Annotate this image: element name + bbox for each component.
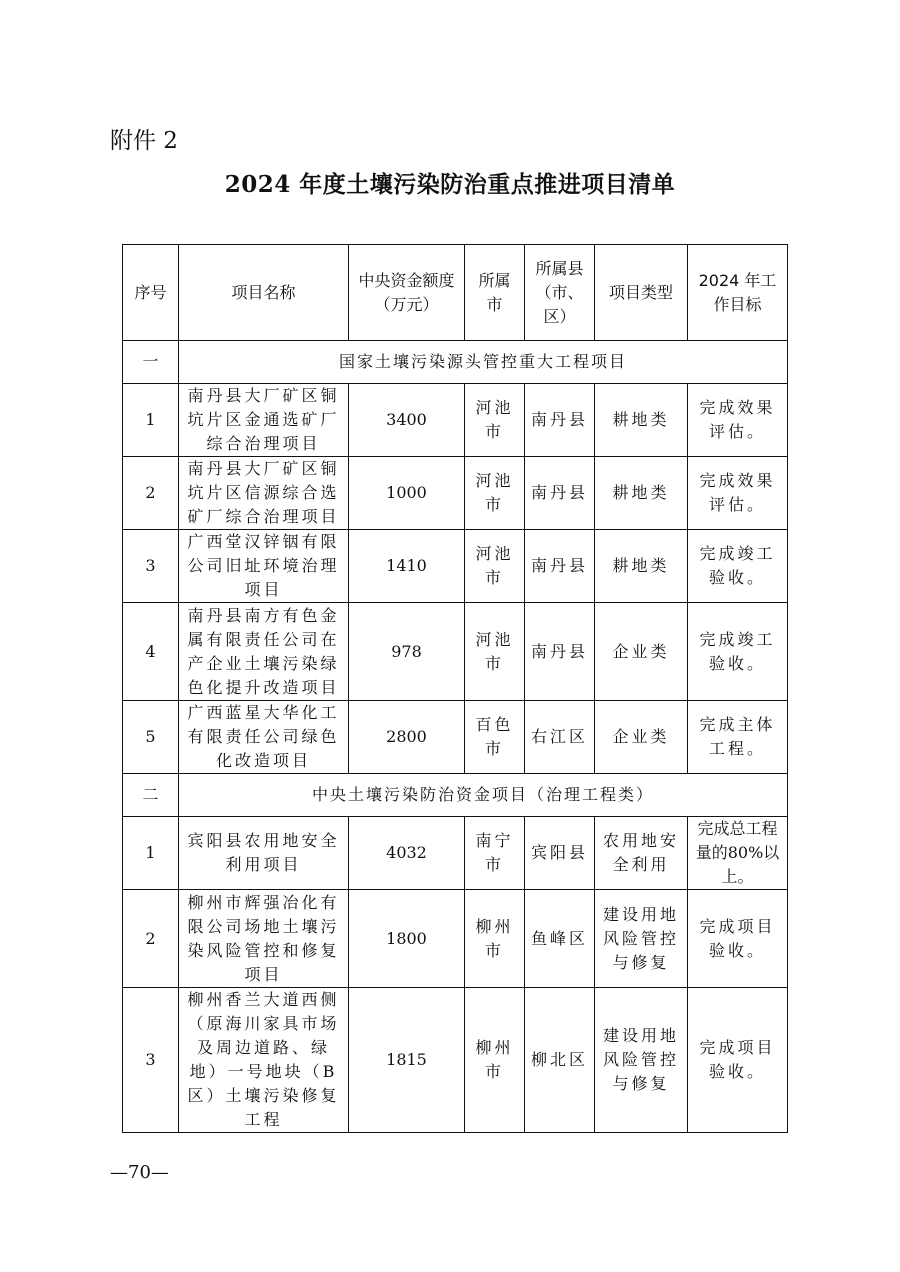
- county: 宾阳县: [525, 817, 595, 890]
- section-row: [123, 774, 788, 817]
- row-number: 1: [123, 384, 179, 457]
- project-type: 建设用地风险管控与修复: [595, 988, 688, 1133]
- project-name: 柳州市辉强冶化有限公司场地土壤污染风险管控和修复项目: [179, 890, 349, 988]
- table-row: [123, 988, 788, 1133]
- work-goal: 完成项目验收。: [688, 988, 788, 1133]
- project-name: 柳州香兰大道西侧（原海川家具市场及周边道路、绿地）一号地块（B区）土壤污染修复工程: [179, 988, 349, 1133]
- funding-amount: 4032: [349, 817, 465, 890]
- city: 柳州市: [465, 890, 525, 988]
- header-cell: 序号: [123, 245, 179, 341]
- project-name: 南丹县大厂矿区铜坑片区信源综合选矿厂综合治理项目: [179, 457, 349, 530]
- table-row: [123, 530, 788, 603]
- work-goal: 完成主体工程。: [688, 701, 788, 774]
- project-type: 企业类: [595, 603, 688, 701]
- county: 南丹县: [525, 457, 595, 530]
- attachment-label: 附件 2: [110, 128, 178, 154]
- county: 柳北区: [525, 988, 595, 1133]
- project-type: 农用地安全利用: [595, 817, 688, 890]
- city: 南宁市: [465, 817, 525, 890]
- county: 鱼峰区: [525, 890, 595, 988]
- header-cell: 所属市: [465, 245, 525, 341]
- table-header-row: [123, 245, 788, 341]
- funding-amount: 1815: [349, 988, 465, 1133]
- table-row: [123, 457, 788, 530]
- county: 南丹县: [525, 384, 595, 457]
- funding-amount: 1410: [349, 530, 465, 603]
- row-number: 4: [123, 603, 179, 701]
- project-name: 广西蓝星大华化工有限责任公司绿色化改造项目: [179, 701, 349, 774]
- table-row: [123, 701, 788, 774]
- county: 南丹县: [525, 603, 595, 701]
- row-number: 3: [123, 988, 179, 1133]
- county: 右江区: [525, 701, 595, 774]
- project-type: 耕地类: [595, 530, 688, 603]
- funding-amount: 3400: [349, 384, 465, 457]
- city: 河池市: [465, 457, 525, 530]
- project-type: 建设用地风险管控与修复: [595, 890, 688, 988]
- header-cell: 2024 年工作目标: [688, 245, 788, 341]
- header-cell: 项目名称: [179, 245, 349, 341]
- section-row: [123, 341, 788, 384]
- city: 柳州市: [465, 988, 525, 1133]
- city: 百色市: [465, 701, 525, 774]
- section-index: 一: [123, 341, 179, 384]
- table-row: [123, 890, 788, 988]
- project-type: 耕地类: [595, 457, 688, 530]
- project-name: 南丹县大厂矿区铜坑片区金通选矿厂综合治理项目: [179, 384, 349, 457]
- work-goal: 完成项目验收。: [688, 890, 788, 988]
- city: 河池市: [465, 384, 525, 457]
- row-number: 1: [123, 817, 179, 890]
- city: 河池市: [465, 530, 525, 603]
- project-name: 宾阳县农用地安全利用项目: [179, 817, 349, 890]
- project-name: 广西堂汉锌铟有限公司旧址环境治理项目: [179, 530, 349, 603]
- work-goal: 完成竣工验收。: [688, 603, 788, 701]
- row-number: 2: [123, 457, 179, 530]
- funding-amount: 1000: [349, 457, 465, 530]
- work-goal: 完成总工程量的80%以上。: [688, 817, 788, 890]
- table-row: [123, 817, 788, 890]
- header-cell: 项目类型: [595, 245, 688, 341]
- funding-amount: 2800: [349, 701, 465, 774]
- section-index: 二: [123, 774, 179, 817]
- project-type: 耕地类: [595, 384, 688, 457]
- header-cell: 中央资金额度（万元）: [349, 245, 465, 341]
- table-row: [123, 384, 788, 457]
- row-number: 3: [123, 530, 179, 603]
- section-title: 国家土壤污染源头管控重大工程项目: [179, 341, 788, 384]
- project-type: 企业类: [595, 701, 688, 774]
- county: 南丹县: [525, 530, 595, 603]
- document-title: 2024 年度土壤污染防治重点推进项目清单: [224, 171, 676, 198]
- project-name: 南丹县南方有色金属有限责任公司在产企业土壤污染绿色化提升改造项目: [179, 603, 349, 701]
- funding-amount: 1800: [349, 890, 465, 988]
- work-goal: 完成竣工验收。: [688, 530, 788, 603]
- header-cell: 所属县（市、区）: [525, 245, 595, 341]
- row-number: 2: [123, 890, 179, 988]
- funding-amount: 978: [349, 603, 465, 701]
- page-number: —70—: [110, 1162, 169, 1183]
- work-goal: 完成效果评估。: [688, 384, 788, 457]
- row-number: 5: [123, 701, 179, 774]
- project-table: [122, 244, 788, 1133]
- table-row: [123, 603, 788, 701]
- work-goal: 完成效果评估。: [688, 457, 788, 530]
- city: 河池市: [465, 603, 525, 701]
- section-title: 中央土壤污染防治资金项目（治理工程类）: [179, 774, 788, 817]
